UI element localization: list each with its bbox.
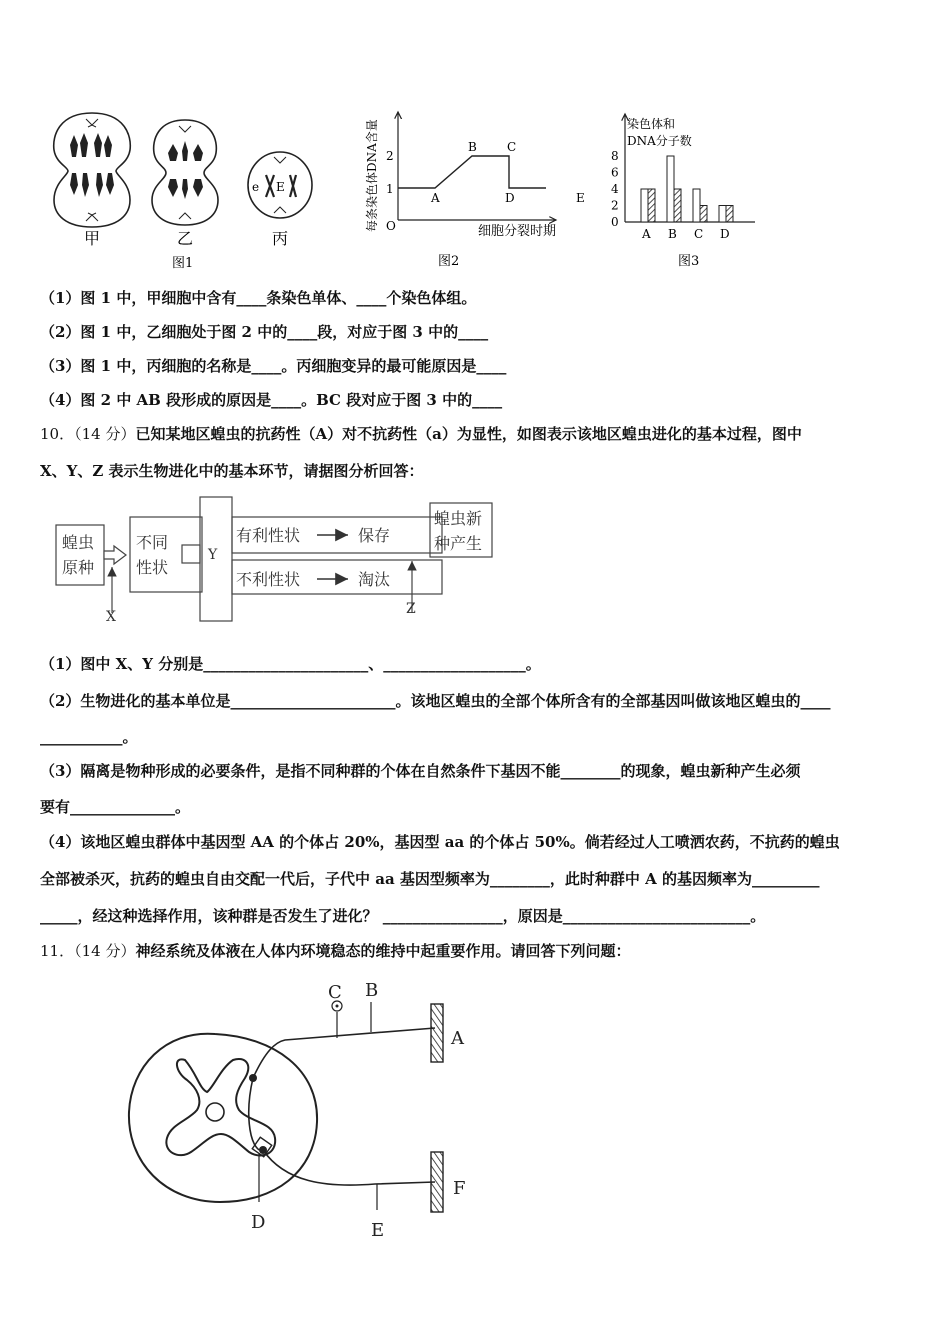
q11-score: （14 分） (74, 942, 136, 960)
reflex-label-e: E (371, 1220, 385, 1241)
fig3-plot (611, 149, 733, 241)
q9-sub3: （3）图 1 中，丙细胞的名称是____。丙细胞变异的最可能原因是____ (40, 357, 507, 375)
fig2-xlabel: 细胞分裂时期 (478, 224, 557, 239)
q10-score: （14 分） (74, 425, 136, 443)
q10-evolution-diagram (50, 495, 510, 625)
reflex-label-a: A (451, 1028, 464, 1049)
q10-sub2-line1: （2）生物进化的基本单位是______________________。该地区蝗虫的全部个体所含有的全部基因叫做该地区蝗虫的____ (40, 692, 831, 710)
diagram-new-1: 蝗虫新 (434, 509, 483, 528)
cell-bing (248, 152, 312, 218)
reflex-label-f: F (453, 1178, 466, 1199)
fig3-ytick-6: 6 (611, 165, 619, 180)
fig3-bar-b-chromosome (667, 156, 674, 222)
q10-sub4-line2: 全部被杀灭，抗药的蝗虫自由交配一代后，子代中 aa 基因型频率为________，此时种群中 A 的基因频率为_________ (40, 870, 820, 888)
fig3-category-c: C (694, 227, 704, 241)
cell-yi (152, 120, 218, 225)
q9-sub2: （2）图 1 中，乙细胞处于图 2 中的____段，对应于图 3 中的____ (40, 323, 489, 341)
fig3-ytick-8: 8 (611, 149, 619, 163)
fig2-point-e: E (576, 191, 585, 205)
fig3-bar-b-dna (674, 189, 681, 222)
fig2-plot (398, 140, 585, 205)
q9-sub4: （4）图 2 中 AB 段形成的原因是____。BC 段对应于图 3 中的____ (40, 391, 503, 409)
q11-reflex-arc-diagram (125, 982, 485, 1242)
fig2-point-d: D (505, 191, 515, 205)
fig2-ytick-1: 1 (386, 182, 394, 196)
diagram-y: Y (208, 547, 218, 563)
diagram-z: Z (406, 601, 416, 617)
q10-stem-line2: X、Y、Z 表示生物进化中的基本环节，请据图分析回答： (40, 462, 424, 480)
fig3-ylabel-2: DNA分子数 (627, 134, 692, 148)
fig3-category-b: B (668, 227, 677, 241)
q11-number: 11． (40, 942, 75, 960)
q10-sub4-line3: _____，经这种选择作用，该种群是否发生了进化？ ________________，原因是_________________________。 (40, 907, 766, 925)
q10-sub1: （1）图中 X、Y 分别是______________________、___________________。 (40, 655, 541, 673)
q11-stem-text: 神经系统及体液在人体内环境稳态的维持中起重要作用。请回答下列问题： (135, 942, 631, 960)
q10-number: 10． (40, 425, 75, 443)
fig3-bar-d-dna (726, 206, 733, 223)
fig1-caption: 图1 (172, 256, 194, 271)
q10-stem-line1 (40, 423, 802, 444)
diagram-diff-1: 不同 (136, 533, 169, 552)
reflex-label-c: C (328, 982, 342, 1003)
fig3-bar-c-chromosome (693, 189, 700, 222)
cell-label-yi: 乙 (177, 229, 194, 248)
fig3-bar-a-chromosome (641, 189, 648, 222)
fig2-point-b: B (468, 140, 477, 154)
fig3-ylabel-1: 染色体和 (627, 117, 676, 131)
q10-sub4-line1: （4）该地区蝗虫群体中基因型 AA 的个体占 20%，基因型 aa 的个体占 50%。倘若经过人工喷洒农药，不抗药的蝗虫 (40, 833, 840, 851)
fig3-bar-c-dna (700, 206, 707, 223)
fig3-ytick-2: 2 (611, 198, 619, 213)
fig2-origin: O (386, 219, 396, 233)
figure-3 (605, 100, 775, 275)
cell-jia (54, 113, 131, 227)
diagram-keep: 保存 (358, 526, 391, 545)
q10-stem-text: 已知某地区蝗虫的抗药性（A）对不抗药性（a）为显性，如图表示该地区蝗虫进化的基本过程，图中 (135, 425, 802, 443)
diagram-diff-2: 性状 (136, 558, 169, 577)
fig2-point-c: C (507, 140, 517, 154)
diagram-x: X (106, 609, 116, 625)
fig3-ytick-4: 4 (611, 182, 619, 196)
fig3-category-a: A (642, 227, 651, 241)
cell-label-jia: 甲 (84, 229, 101, 248)
fig2-line (398, 156, 546, 188)
cell-bing-gene-e: e (252, 180, 260, 194)
diagram-good: 有利性状 (236, 526, 301, 545)
fig3-bar-d-chromosome (719, 206, 726, 223)
diagram-elim: 淘汰 (358, 570, 391, 589)
reflex-label-b: B (365, 982, 379, 1001)
fig3-bar-a-dna (648, 189, 655, 222)
diagram-origin-2: 原种 (62, 558, 95, 577)
diagram-bad: 不利性状 (236, 570, 301, 589)
figure-2 (360, 100, 590, 275)
q10-sub2-line2: ___________。 (40, 728, 138, 746)
cell-bing-gene-E: E (276, 180, 285, 194)
cell-label-bing: 丙 (272, 229, 289, 248)
fig2-point-a: A (431, 191, 440, 205)
q9-sub1: （1）图 1 中，甲细胞中含有____条染色单体、____个染色体组。 (40, 289, 477, 307)
fig3-caption: 图3 (678, 254, 700, 269)
reflex-label-d: D (251, 1212, 266, 1233)
diagram-origin-1: 蝗虫 (62, 533, 95, 552)
diagram-new-2: 种产生 (434, 534, 483, 553)
fig3-category-d: D (720, 227, 730, 241)
fig3-ytick-0: 0 (611, 215, 619, 229)
q11-stem (40, 940, 630, 961)
fig2-caption: 图2 (438, 254, 460, 269)
figure-1 (40, 105, 330, 275)
q10-sub3-line2: 要有______________。 (40, 798, 191, 816)
fig2-ytick-2: 2 (386, 149, 394, 163)
fig2-ylabel: 每条染色体DNA含量 (365, 119, 379, 232)
q10-sub3-line1: （3）隔离是物种形成的必要条件，是指不同种群的个体在自然条件下基因不能________的现象，蝗虫新种产生必须 (40, 762, 801, 780)
